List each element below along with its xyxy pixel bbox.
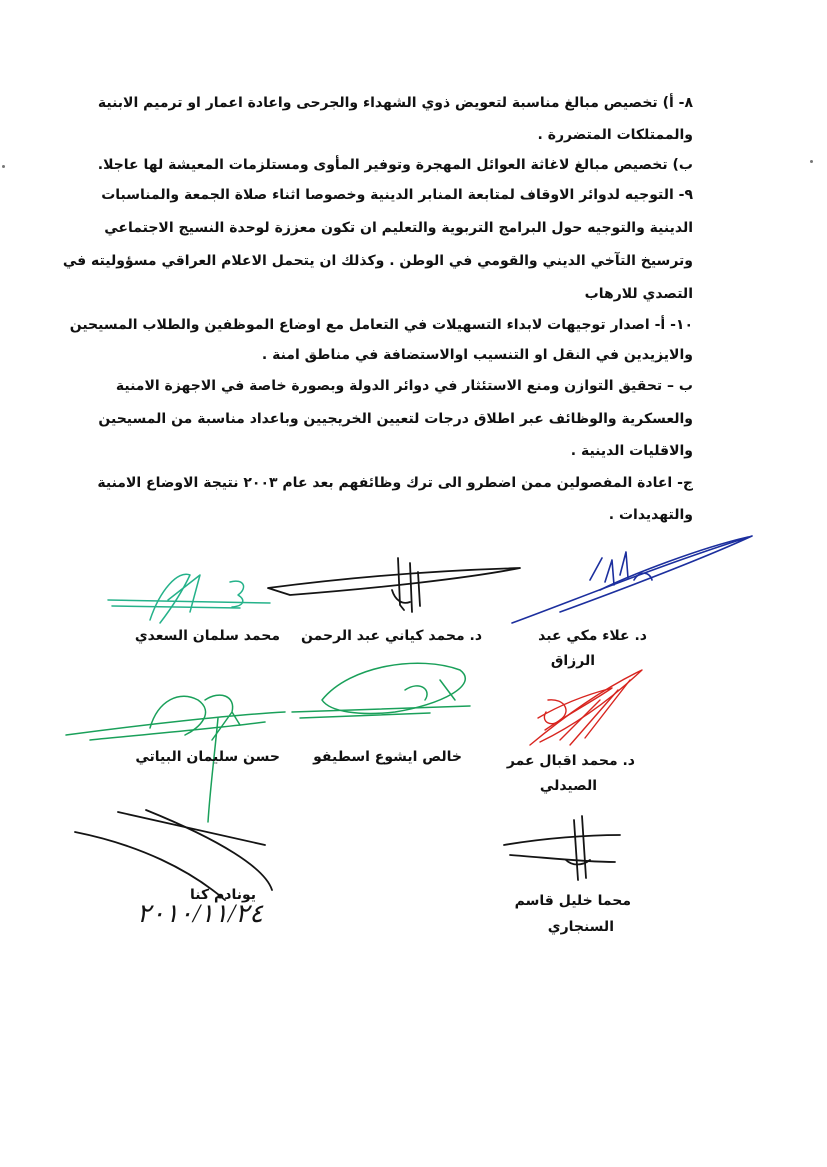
scan-mark — [810, 160, 813, 163]
signatory-sinjari-line-1: محما خليل قاسم — [514, 893, 631, 909]
clause-8a-line-1: ٨- أ) تخصيص مبالغ مناسبة لتعويض ذوي الشهداء والجرحى واعادة اعمار او ترميم الابنية — [97, 95, 693, 111]
clause-10b-line-2: والعسكرية والوظائف عبر اطلاق درجات لتعيين الخريجيين وباعداد مناسبة من المسيحين — [98, 411, 693, 427]
signatory-sinjari-line-2: السنجاري — [547, 919, 614, 935]
clause-10a-line-1: ١٠- أ- اصدار توجيهات لابداء التسهيلات في التعامل مع اوضاع الموظفين والطلاب المسيحين — [69, 317, 693, 333]
signatory-saadi: محمد سلمان السعدي — [134, 628, 280, 644]
clause-8a-line-2: والممتلكات المتضررة . — [537, 127, 693, 143]
clause-10b-line-3: والاقليات الدينية . — [570, 443, 693, 459]
clause-10b-line-1: ب – تحقيق التوازن ومنع الاستئثار في دوائر الدولة وبصورة خاصة في الاجهزة الامنية — [115, 378, 693, 394]
handwritten-date: ٢٠١٠/١١/٢٤ — [136, 899, 264, 928]
clause-8b: ب) تخصيص مبالغ لاغاثة العوائل المهجرة وتوفير المأوى ومستلزمات المعيشة لها عاجلا. — [97, 157, 693, 173]
clause-10c-line-1: ج- اعادة المفصولين ممن اضطرو الى ترك وظائفهم بعد عام ٢٠٠٣ نتيجة الاوضاع الامنية — [97, 475, 693, 491]
signatory-kanna: يونادم كنا — [190, 887, 256, 903]
signatory-kayani: د. محمد كياني عبد الرحمن — [301, 628, 482, 644]
clause-9-line-1: ٩- التوجيه لدوائر الاوقاف لمتابعة المنابر الدينية وخصوصا اثناء صلاة الجمعة والمناسبات — [101, 187, 693, 203]
clause-10a-line-2: والايزيدين في النقل او التنسيب اوالاستضافة في مناطق امنة . — [261, 347, 693, 363]
signatory-alaa-line-1: د. علاء مكي عبد — [538, 628, 647, 644]
signature-sidli — [530, 670, 642, 745]
signature-sinjari — [504, 816, 620, 880]
signature-alaa — [512, 536, 752, 623]
signature-saadi — [108, 574, 270, 623]
clause-9-line-2: الدينية والتوجيه حول البرامج التربوية والتعليم ان تكون معززة لوحدة النسيج الاجتماعي — [104, 220, 693, 236]
signature-kayani — [268, 558, 520, 612]
signatory-sidli-line-1: د. محمد اقبال عمر — [506, 753, 635, 769]
signatory-khalis: خالص ايشوع اسطيفو — [313, 749, 462, 765]
scan-mark — [2, 165, 5, 168]
clause-10c-line-2: والتهديدات . — [608, 507, 693, 523]
signature-khalis — [292, 663, 470, 718]
signatory-sidli-line-2: الصيدلي — [539, 778, 597, 794]
clause-9-line-4: التصدي للارهاب — [584, 286, 693, 302]
signatory-alaa-line-2: الرزاق — [550, 653, 595, 669]
clause-9-line-3: وترسيخ التآخي الديني والقومي في الوطن . وكذلك ان يتحمل الاعلام العراقي مسؤوليته في — [62, 253, 693, 269]
signatory-bayati: حسن سليمان البياتي — [135, 749, 280, 765]
